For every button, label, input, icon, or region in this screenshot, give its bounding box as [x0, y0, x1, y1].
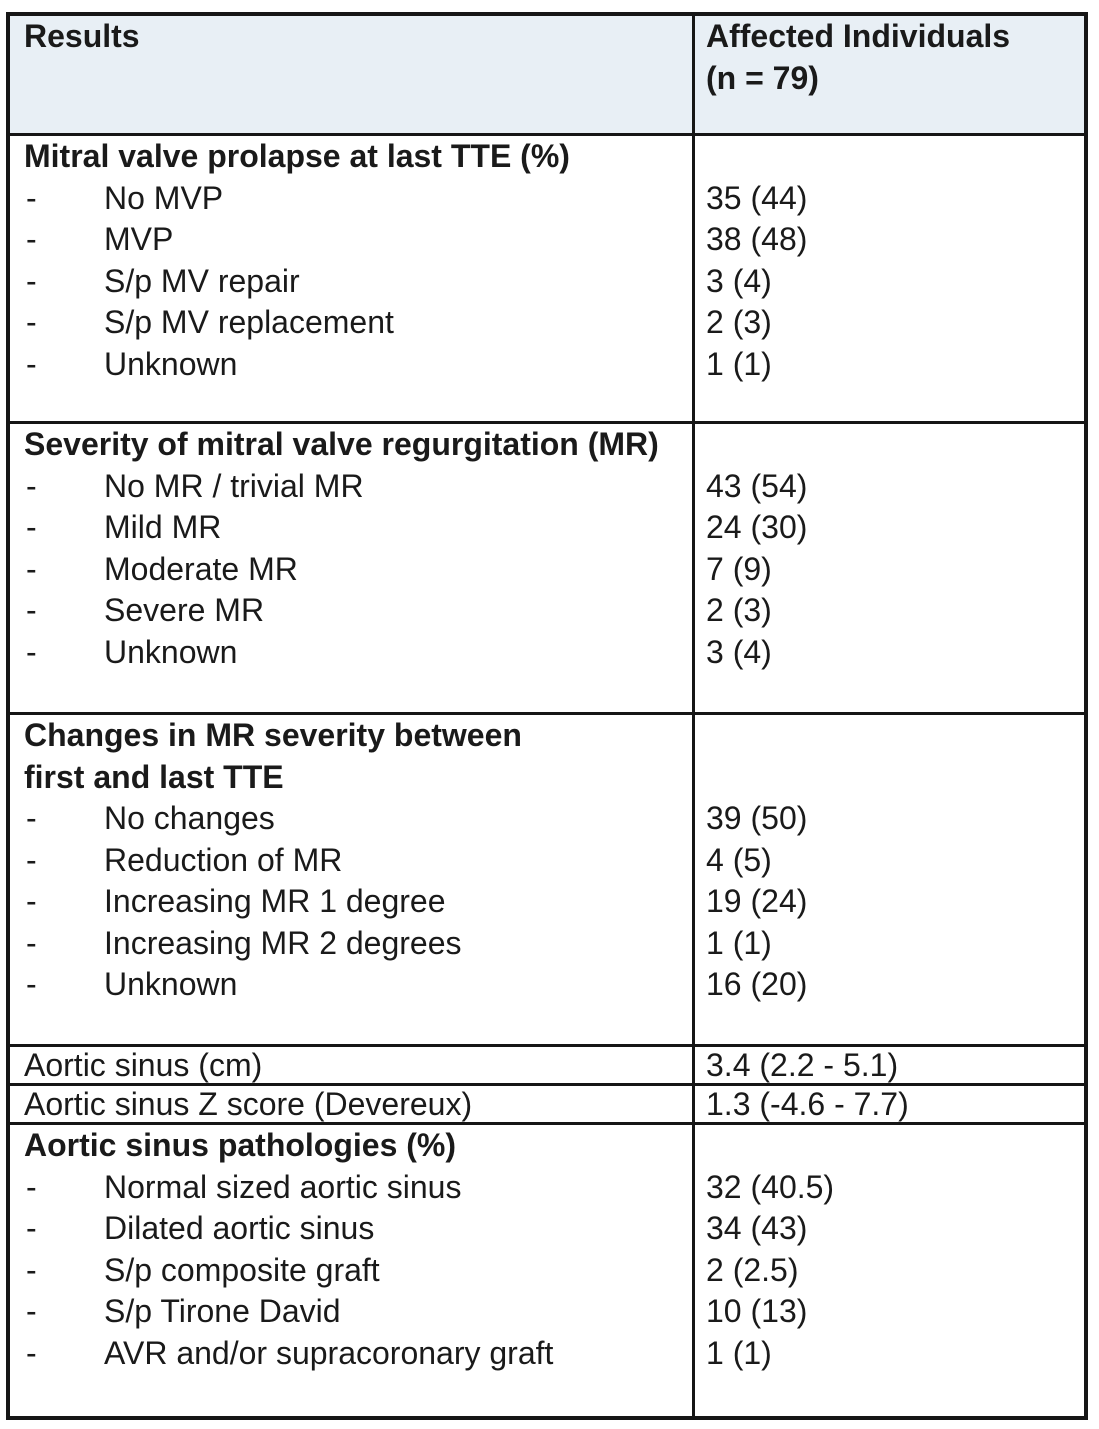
bullet-dash: -: [26, 262, 37, 299]
results-column-header: Results: [24, 18, 140, 54]
list-item: [10, 881, 1084, 923]
item-label: No MVP: [104, 179, 224, 216]
row-label: Aortic sinus Z score (Devereux): [24, 1086, 473, 1122]
item-value: 1 (1): [706, 345, 772, 382]
section-title: Mitral valve prolapse at last TTE (%): [24, 138, 570, 174]
list-item: [10, 1291, 1084, 1333]
list-item: [10, 840, 1084, 882]
list-item: [10, 178, 1084, 220]
item-label: Unknown: [104, 345, 238, 382]
item-label: No MR / trivial MR: [104, 467, 364, 504]
item-value: 2 (3): [706, 304, 772, 340]
bullet-dash: -: [26, 345, 37, 382]
item-value: 3 (4): [706, 633, 772, 670]
item-value: 24 (30): [706, 509, 808, 545]
item-label: Severe MR: [104, 592, 265, 628]
item-label: S/p MV repair: [104, 262, 300, 299]
item-value: 32 (40.5): [706, 1168, 835, 1205]
item-label: Normal sized aortic sinus: [104, 1168, 462, 1205]
item-value: 39 (50): [706, 800, 808, 836]
item-value: 34 (43): [706, 1210, 808, 1246]
list-item: [10, 1333, 1084, 1375]
list-item: [10, 261, 1084, 303]
item-label: Mild MR: [104, 509, 222, 545]
item-label: Increasing MR 1 degree: [104, 883, 446, 919]
section-title-continued: first and last TTE: [24, 758, 284, 795]
bullet-dash: -: [26, 966, 37, 1002]
list-item: [10, 302, 1084, 344]
list-item: [10, 964, 1084, 1006]
item-value: 38 (48): [706, 221, 808, 257]
bullet-dash: -: [26, 1293, 37, 1329]
bullet-dash: -: [26, 592, 37, 628]
header-row: [10, 16, 1084, 136]
row-value: 1.3 (-4.6 - 7.7): [706, 1086, 909, 1122]
bullet-dash: -: [26, 509, 37, 545]
item-label: Dilated aortic sinus: [104, 1210, 375, 1246]
item-value: 3 (4): [706, 262, 772, 299]
row-aortic-sinus: [10, 1047, 1084, 1086]
bullet-dash: -: [26, 924, 37, 961]
item-value: 1 (1): [706, 924, 772, 961]
item-value: 10 (13): [706, 1293, 808, 1329]
item-value: 1 (1): [706, 1334, 772, 1371]
row-label: Aortic sinus (cm): [24, 1047, 263, 1083]
list-item: [10, 798, 1084, 840]
item-value: 43 (54): [706, 467, 808, 504]
bullet-dash: -: [26, 841, 37, 878]
list-item: [10, 1208, 1084, 1250]
list-item: [10, 590, 1084, 632]
item-label: Moderate MR: [104, 550, 298, 587]
bullet-dash: -: [26, 1251, 37, 1288]
list-item: [10, 1167, 1084, 1209]
item-label: Increasing MR 2 degrees: [104, 924, 462, 961]
section-aortic-sinus-pathologies: [10, 1125, 1084, 1416]
list-item: [10, 923, 1084, 965]
list-item: [10, 344, 1084, 386]
item-label: Reduction of MR: [104, 841, 343, 878]
item-value: 7 (9): [706, 550, 772, 587]
item-label: S/p MV replacement: [104, 304, 394, 340]
item-value: 4 (5): [706, 841, 772, 878]
section-title: Changes in MR severity between: [24, 717, 522, 753]
list-item: [10, 632, 1084, 674]
bullet-dash: -: [26, 800, 37, 836]
bullet-dash: -: [26, 1210, 37, 1246]
item-label: Unknown: [104, 633, 238, 670]
section-mr-severity-changes: [10, 715, 1084, 1047]
item-value: 2 (3): [706, 592, 772, 628]
item-label: AVR and/or supracoronary graft: [104, 1334, 554, 1371]
bullet-dash: -: [26, 221, 37, 257]
bullet-dash: -: [26, 1334, 37, 1371]
bullet-dash: -: [26, 304, 37, 340]
item-value: 16 (20): [706, 966, 808, 1002]
bullet-dash: -: [26, 550, 37, 587]
list-item: [10, 549, 1084, 591]
bullet-dash: -: [26, 883, 37, 919]
section-title: Severity of mitral valve regurgitation (MR): [24, 426, 659, 462]
affected-column-header: Affected Individuals: [706, 18, 1011, 54]
bullet-dash: -: [26, 467, 37, 504]
section-mitral-valve-prolapse: [10, 136, 1084, 424]
item-value: 2 (2.5): [706, 1251, 799, 1288]
section-title: Aortic sinus pathologies (%): [24, 1127, 457, 1163]
item-label: No changes: [104, 800, 275, 836]
list-item: [10, 466, 1084, 508]
section-mr-severity: [10, 424, 1084, 715]
list-item: [10, 507, 1084, 549]
row-value: 3.4 (2.2 - 5.1): [706, 1047, 899, 1083]
affected-count-header: (n = 79): [706, 59, 819, 96]
bullet-dash: -: [26, 179, 37, 216]
item-label: S/p composite graft: [104, 1251, 380, 1288]
item-label: MVP: [104, 221, 174, 257]
item-label: Unknown: [104, 966, 238, 1002]
item-value: 35 (44): [706, 179, 808, 216]
item-value: 19 (24): [706, 883, 808, 919]
list-item: [10, 1250, 1084, 1292]
bullet-dash: -: [26, 1168, 37, 1205]
results-table: [6, 12, 1088, 1420]
row-aortic-sinus-z-score: [10, 1086, 1084, 1125]
item-label: S/p Tirone David: [104, 1293, 341, 1329]
list-item: [10, 219, 1084, 261]
column-divider: [692, 16, 695, 1416]
bullet-dash: -: [26, 633, 37, 670]
